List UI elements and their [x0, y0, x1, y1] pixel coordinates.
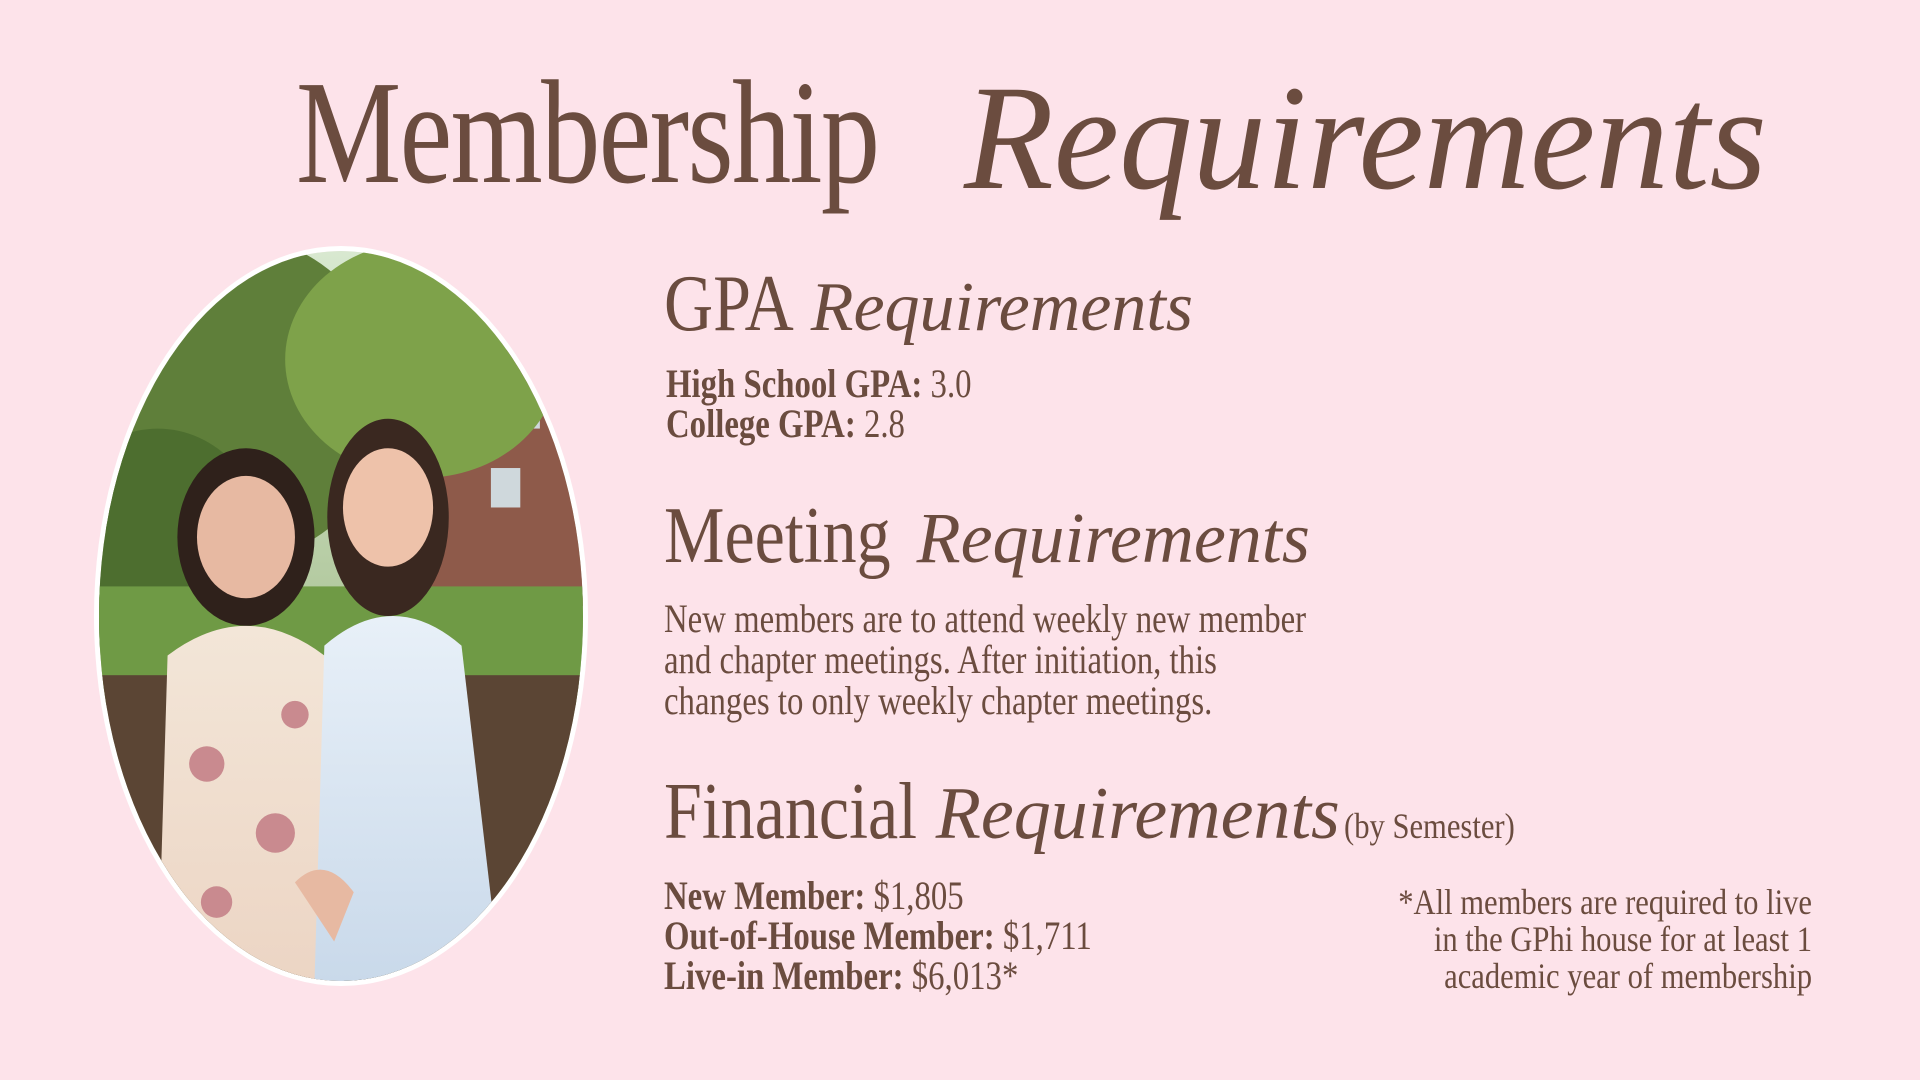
title-script: Requirements [964, 55, 1767, 221]
gpa-item-label: College GPA: [666, 401, 856, 446]
footnote-line: *All members are required to live [1398, 882, 1812, 922]
gpa-heading-script: Requirements [810, 269, 1194, 346]
title-plain: Membership [296, 51, 879, 215]
gpa-list [666, 361, 972, 446]
financial-item-out-of-house [664, 913, 1092, 958]
gpa-item-label: High School GPA: [666, 361, 923, 406]
gpa-item-value: 3.0 [930, 361, 972, 406]
gpa-item-value: 2.8 [863, 401, 905, 446]
meeting-heading-script: Requirements [916, 498, 1310, 578]
page-title [296, 38, 1767, 238]
financial-heading-script: Requirements [935, 773, 1340, 855]
financial-heading-note: (by Semester) [1343, 806, 1515, 846]
financial-item-live-in [664, 953, 1092, 998]
financial-item-value: $6,013* [911, 953, 1019, 998]
meeting-heading-plain: Meeting [664, 492, 891, 580]
financial-item-value: $1,711 [1002, 913, 1092, 958]
financial-item-label: Out-of-House Member: [664, 913, 995, 958]
footnote-line: in the GPhi house for at least 1 [1433, 919, 1812, 959]
gpa-heading-plain: GPA [664, 260, 794, 348]
financial-item-label: Live-in Member: [664, 953, 904, 998]
financial-item-value: $1,805 [873, 873, 964, 918]
members-photo [94, 246, 588, 986]
meeting-description: New members are to attend weekly new member and chapter meetings. After initiation, this changes to only weekly chapter meetings. [664, 596, 1307, 723]
financial-item-label: New Member: [664, 873, 866, 918]
footnote-line: academic year of membership [1444, 956, 1812, 996]
financial-item-new-member [664, 873, 1092, 918]
gpa-item-high-school [666, 361, 972, 406]
housing-footnote [1377, 884, 1812, 995]
photo-illustration [99, 251, 583, 981]
gpa-heading [664, 262, 1193, 350]
financial-heading [664, 770, 1545, 856]
gpa-item-college [666, 401, 972, 446]
financial-list [664, 873, 1092, 998]
financial-heading-plain: Financial [664, 768, 918, 856]
meeting-heading [664, 494, 1310, 580]
